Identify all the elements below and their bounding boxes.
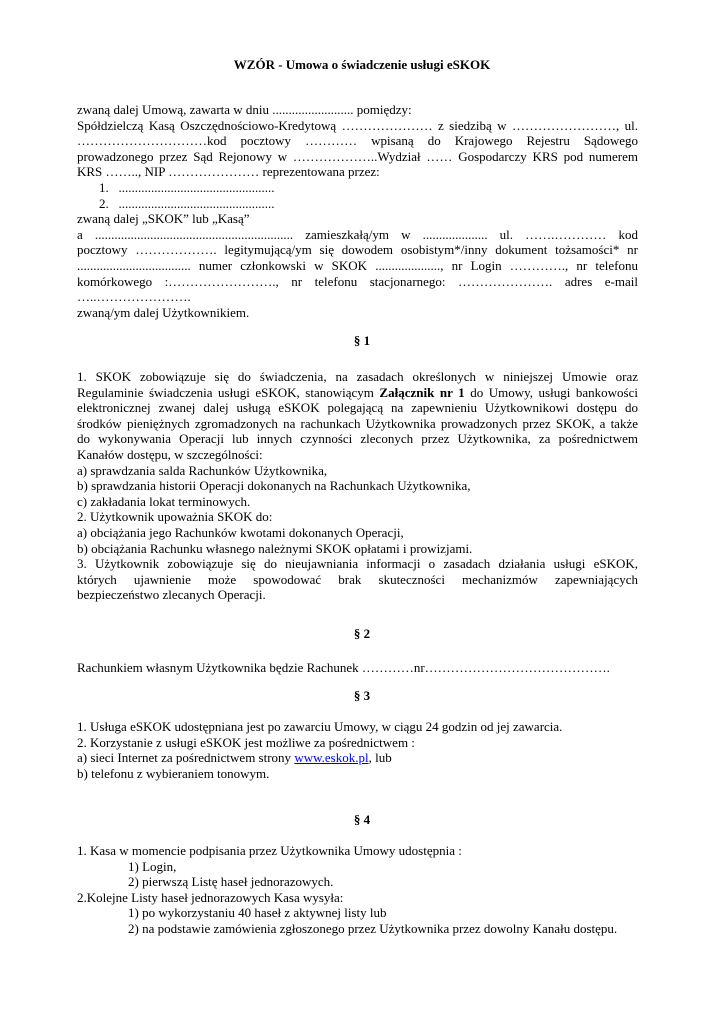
text-line: 3. Użytkownik zobowiązuje się do nieujawniania informacji o zasadach działania usługi eSKOK, <box>77 556 638 572</box>
text-line: 1. SKOK zobowiązuje się do świadczenia, na zasadach określonych w niniejszej Umowie oraz <box>77 369 638 384</box>
list-item: a) obciążania jego Rachunków kwotami dokonanych Operacji, <box>77 524 404 540</box>
text-line <box>77 385 638 401</box>
section-1-heading: § 1 <box>353 333 371 348</box>
list-item: c) zakładania lokat terminowych. <box>77 493 251 509</box>
text-line: 2.Kolejne Listy haseł jednorazowych Kasa wysyła: <box>77 889 344 905</box>
document-title: WZÓR - Umowa o świadczenie usługi eSKOK <box>233 57 491 72</box>
blank-field: ................................................ <box>118 195 275 211</box>
parties-section <box>77 102 638 320</box>
text-line: środków pieniężnych zgromadzonych na rachunkach Użytkownika prowadzonych przez SKOK, a także <box>77 415 638 431</box>
text-line: elektronicznej zwanej dalej usługą eSKOK polegającą na zapewnieniu Użytkownikowi dostępu do <box>77 400 638 416</box>
text-line: …………………………kod pocztowy ………… wpisaną do Krajowego Rejestru Sądowego <box>77 133 638 149</box>
representative-2 <box>77 196 638 212</box>
text-line: pocztowy ………………. legitymującą/ym się dowodem osobistym*/inny dokument tożsamości* nr <box>77 242 638 258</box>
text-line: do wykonywania Operacji lub innych czynności zleconych przez Użytkownika, za pośrednictwem <box>77 431 638 447</box>
list-item: 2) na podstawie zamówienia zgłoszonego przez Użytkownika przez dowolny Kanału dostępu. <box>128 920 618 936</box>
list-item: b) obciążania Rachunku własnego należnymi SKOK opłatami i prowizjami. <box>77 540 473 556</box>
list-number: 1. <box>99 179 109 195</box>
text-line: bezpieczeństwo zlecanych Operacji. <box>77 587 266 603</box>
list-item: 1) Login, <box>128 858 177 874</box>
text-span: do Umowy, usługi bankowości <box>464 384 638 400</box>
text-line: zwaną dalej Umową, zawarta w dniu ......................... pomiędzy: <box>77 102 412 117</box>
text-line: 2. Użytkownik upoważnia SKOK do: <box>77 509 273 525</box>
section-1 <box>77 369 638 603</box>
text-line: zwaną dalej „SKOK” lub „Kasą” <box>77 211 250 227</box>
representative-1 <box>77 180 638 196</box>
text-line: 1. Kasa w momencie podpisania przez Użytkownika Umowy udostępnia : <box>77 843 462 858</box>
text-line: Rachunkiem własnym Użytkownika będzie Rachunek …………nr……………………………………. <box>77 660 610 675</box>
text-line: których ujawnienie może spowodować brak skuteczności mechanizmów zapewniających <box>77 571 638 587</box>
text-span: a) sieci Internet za pośrednictwem strony <box>77 750 295 766</box>
list-item: b) sprawdzania historii Operacji dokonanych na Rachunkach Użytkownika, <box>77 478 471 494</box>
list-item: 1) po wykorzystaniu 40 haseł z aktywnej listy lub <box>128 905 387 921</box>
text-line: a ............................................................. zamieszkałą/ym w .................... ul. …….………… kod <box>77 226 638 242</box>
text-line: b) telefonu z wybieraniem tonowym. <box>77 765 270 781</box>
section-2-heading: § 2 <box>353 626 371 641</box>
section-3-heading: § 3 <box>353 688 371 703</box>
text-span: Regulaminie świadczenia usługi eSKOK, stanowiącym <box>77 384 380 400</box>
text-line: komórkowego :……………………., nr telefonu stacjonarnego: …………………. adres e-mail <box>77 273 638 289</box>
list-item: 2) pierwszą Listę haseł jednorazowych. <box>128 874 334 890</box>
text-line: prowadzonego przez Sąd Rejonowy w ………………..Wydział …… Gospodarczy KRS pod numerem <box>77 148 638 164</box>
list-item: a) sprawdzania salda Rachunków Użytkownika, <box>77 462 328 478</box>
text-line: zwaną/ym dalej Użytkownikiem. <box>77 304 250 320</box>
attachment-reference: Załącznik nr 1 <box>379 384 465 400</box>
text-line: Kanałów dostępu, w szczególności: <box>77 446 263 462</box>
eskok-website-link[interactable]: www.eskok.pl <box>294 750 369 766</box>
section-2 <box>77 660 638 676</box>
text-line: KRS …….., NIP ………………… reprezentowana przez: <box>77 164 380 180</box>
text-span: , lub <box>368 750 392 766</box>
section-4 <box>77 843 638 937</box>
section-4-heading: § 4 <box>353 812 371 827</box>
section-3 <box>77 719 638 781</box>
list-number: 2. <box>99 195 109 211</box>
text-line: 1. Usługa eSKOK udostępniana jest po zawarciu Umowy, w ciągu 24 godzin od jej zawarcia. <box>77 719 563 734</box>
text-line: ................................... numer członkowski w SKOK ...................., nr Login …………., nr telefonu <box>77 257 638 273</box>
text-line: 2. Korzystanie z usługi eSKOK jest możliwe za pośrednictwem : <box>77 734 415 750</box>
text-line: Spółdzielczą Kasą Oszczędnościowo-Kredytową ………………… z siedzibą w ……………………, ul. <box>77 117 638 133</box>
text-line: …..…………………. <box>77 289 191 305</box>
blank-field: ................................................ <box>118 179 275 195</box>
text-line <box>77 750 638 766</box>
